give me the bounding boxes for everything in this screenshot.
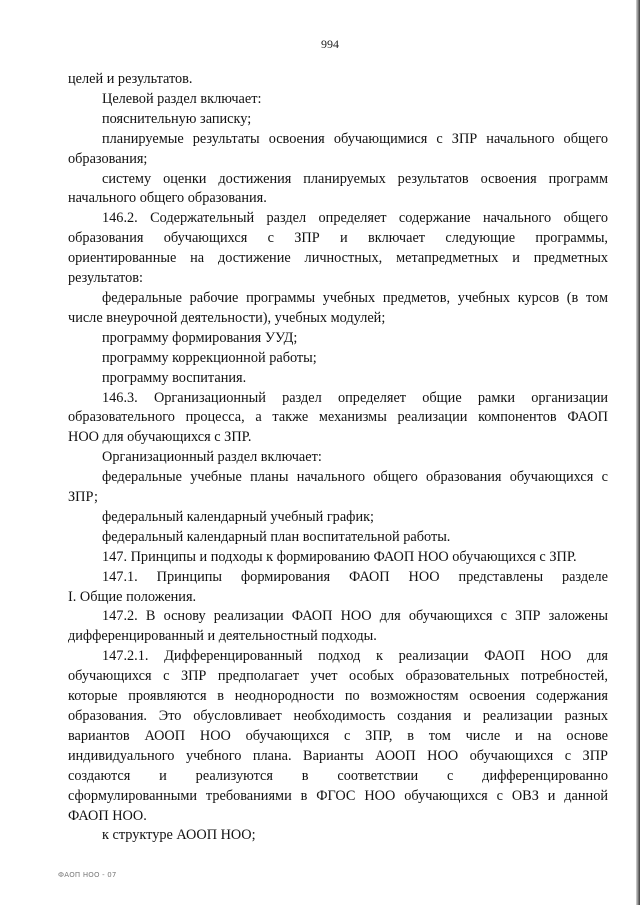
text-line: ЗПР; [68,489,98,506]
text-line: начального общего образования. [68,190,267,207]
text-line: программу формирования УУД; [102,329,298,346]
footer-document-code: ФАОП НОО - 07 [58,871,117,879]
text-line: 146.3. Организационный раздел определяет общие рамки организации [102,389,608,406]
text-line: федеральный календарный учебный график; [102,508,375,525]
text-line: целей и результатов. [68,71,193,87]
text-line: индивидуального учебного плана. Варианты АООП НОО обучающихся с ЗПР [68,747,608,764]
text-line: 147.1. Принципы формирования ФАОП НОО представлены разделе [102,568,608,585]
text-line: 147.2. В основу реализации ФАОП НОО для обучающихся с ЗПР заложены [102,608,608,625]
text-line: ориентированные на достижение личностных, метапредметных и предметных [68,250,608,267]
text-line: Организационный раздел включает: [102,449,322,466]
text-line: числе внеурочной деятельности), учебных модулей; [68,309,386,326]
text-line: Целевой раздел включает: [102,90,262,107]
text-line: федеральные учебные планы начального общего образования обучающихся с [102,469,608,486]
text-line: программу воспитания. [102,369,247,386]
scan-edge [636,0,640,905]
text-line: федеральные рабочие программы учебных предметов, учебных курсов (в том [102,289,608,306]
text-line: образования; [68,150,148,167]
text-line: образовательного процесса, а также механизмы реализации компонентов ФАОП [68,409,608,426]
document-body [68,70,608,846]
text-line: НОО для обучающихся с ЗПР. [68,429,252,446]
text-line: вариантов АООП НОО обучающихся с ЗПР, в том числе и на основе [68,727,608,744]
text-line: результатов: [68,270,143,287]
text-line: I. Общие положения. [68,588,197,605]
page-number: 994 [321,37,339,51]
text-line: к структуре АООП НОО; [102,827,256,844]
text-line: программу коррекционной работы; [102,349,317,366]
text-line: ФАОП НОО. [68,807,147,824]
text-line: создаются и реализуются в соответствии с дифференцированно [68,767,608,784]
text-line: образования. Это обусловливает необходимость создания и реализации разных [68,708,608,724]
text-line: образования обучающихся с ЗПР и включает следующие программы, [68,230,608,247]
text-line: обучающихся с ЗПР предполагает учет особых образовательных потребностей, [68,668,608,685]
text-line: дифференцированный и деятельностный подходы. [68,628,377,645]
text-line: сформулированными требованиями в ФГОС НОО обучающихся с ОВЗ и данной [68,787,608,804]
text-line: которые проявляются в неоднородности по возможностям освоения содержания [68,688,608,705]
text-line: 146.2. Содержательный раздел определяет содержание начального общего [102,210,608,227]
text-line: систему оценки достижения планируемых результатов освоения программ [102,170,608,187]
text-line: планируемые результаты освоения обучающимися с ЗПР начального общего [102,130,608,147]
text-line: федеральный календарный план воспитательной работы. [102,528,451,545]
text-line: 147.2.1. Дифференцированный подход к реализации ФАОП НОО для [102,648,608,665]
text-line: пояснительную записку; [102,110,252,127]
text-line: 147. Принципы и подходы к формированию ФАОП НОО обучающихся с ЗПР. [102,548,577,565]
